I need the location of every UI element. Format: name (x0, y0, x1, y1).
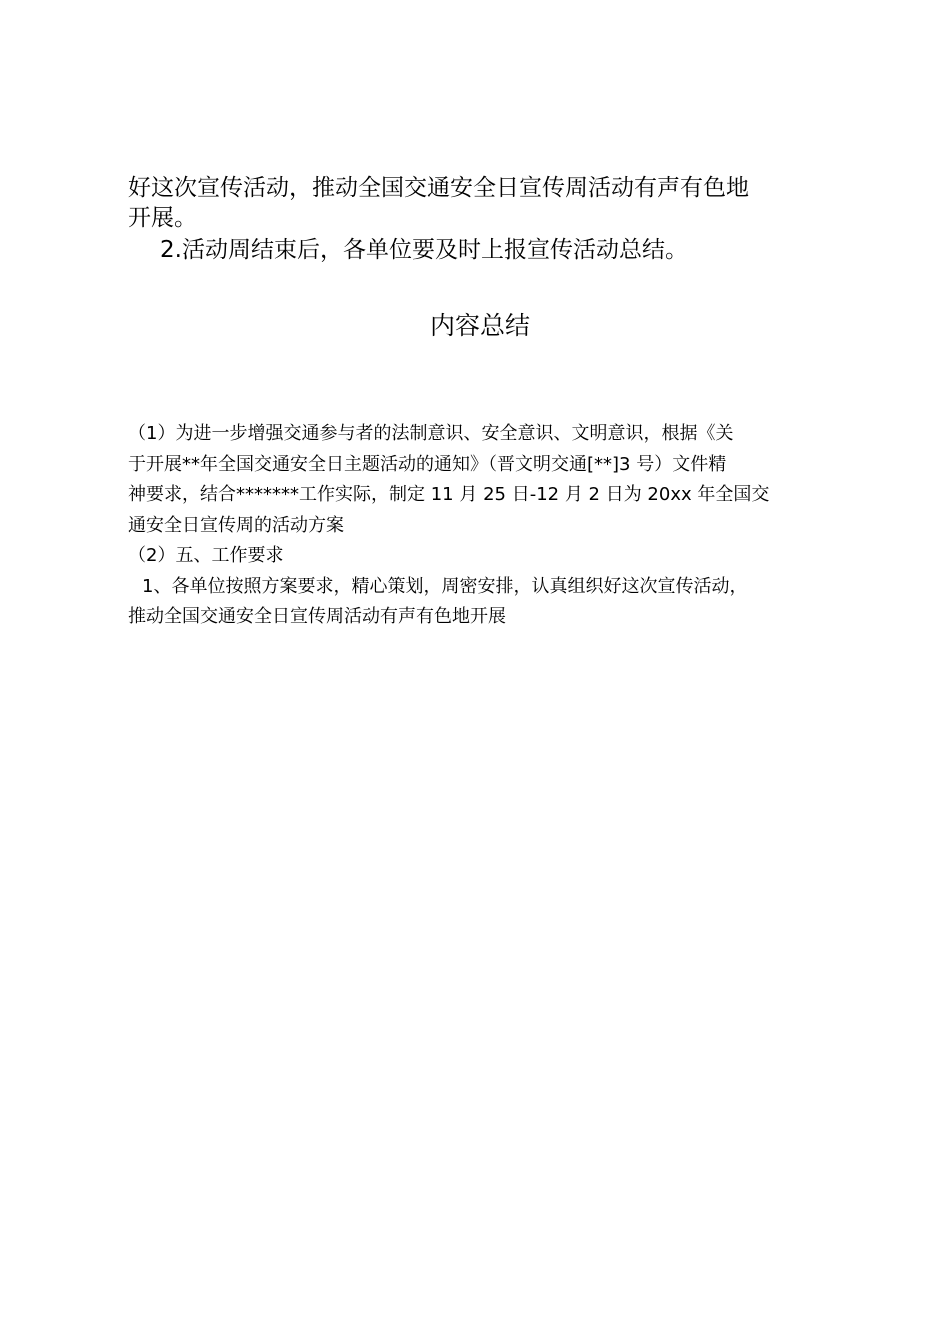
summary-item-1-line-2: 于开展**年全国交通安全日主题活动的通知》（晋文明交通[**]3 号）文件精 (128, 453, 727, 475)
lead-line-3: 2.活动周结束后，各单位要及时上报宣传活动总结。 (160, 237, 688, 263)
summary-block (128, 419, 838, 633)
summary-item-1-line-1: （1）为进一步增强交通参与者的法制意识、安全意识、文明意识，根据《关 (128, 423, 734, 444)
summary-item-2: （2）五、工作要求 (128, 545, 284, 566)
lead-paragraph (128, 173, 828, 265)
section-title: 内容总结 (429, 311, 530, 340)
lead-line-1: 好这次宣传活动，推动全国交通安全日宣传周活动有声有色地 (128, 175, 749, 201)
summary-item-1-line-4: 通安全日宣传周的活动方案 (128, 514, 344, 536)
summary-item-3-line-2: 推动全国交通安全日宣传周活动有声有色地开展 (128, 606, 506, 627)
summary-item-3-line-1: 1、各单位按照方案要求，精心策划，周密安排，认真组织好这次宣传活动， (142, 575, 748, 597)
lead-line-2: 开展。 (128, 205, 197, 231)
summary-item-1-line-3: 神要求，结合*******工作实际，制定 11 月 25 日-12 月 2 日为 20xx 年全国交 (128, 484, 770, 505)
